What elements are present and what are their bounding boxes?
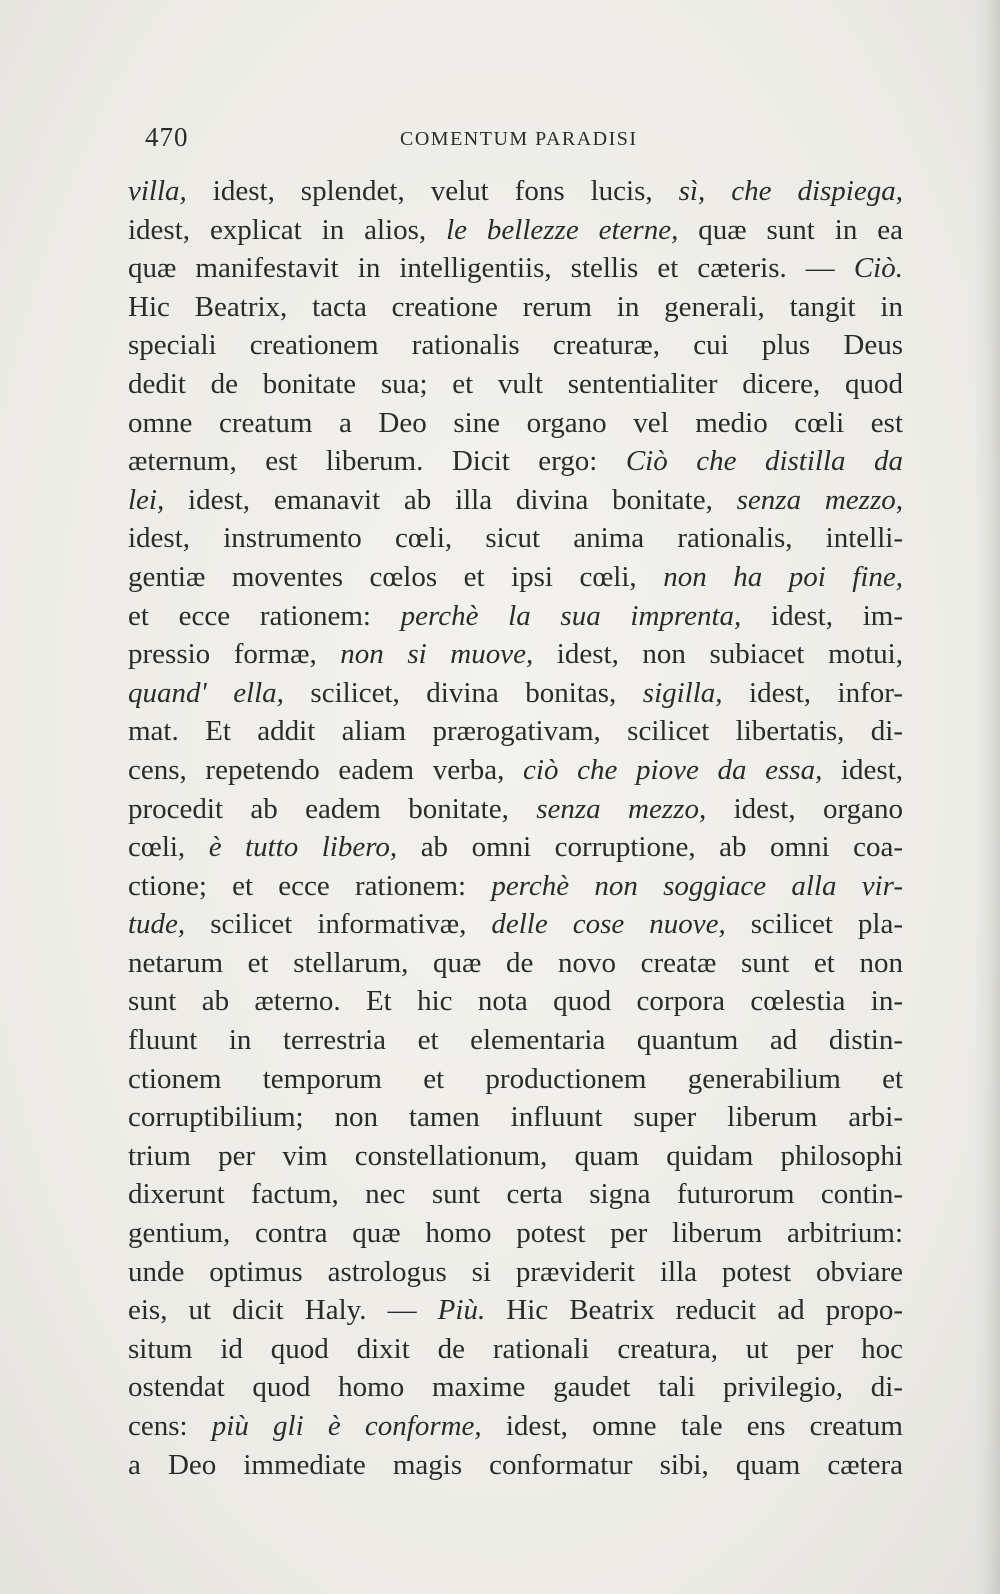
text-line: cens, repetendo eadem verba, ciò che piove da essa, idest, [128,753,903,786]
text-line: ctione; et ecce rationem: perchè non soggiace alla vir- [128,869,903,902]
text-line: gentium, contra quæ homo potest per liberum arbitrium: [128,1217,903,1250]
text-line: eis, ut dicit Haly. — Più. Hic Beatrix reducit ad propo- [128,1294,903,1327]
text-line: gentiæ moventes cœlos et ipsi cœli, non ha poi fine, [128,560,903,593]
text-line: trium per vim constellationum, quam quidam philosophi [128,1139,903,1172]
text-line: dedit de bonitate sua; et vult sententialiter dicere, quod [128,367,903,400]
text-line: fluunt in terrestria et elementaria quantum ad distin- [128,1024,903,1057]
text-line: situm id quod dixit de rationali creatura, ut per hoc [128,1332,903,1365]
text-line: a Deo immediate magis conformatur sibi, quam cætera [128,1448,903,1481]
text-line: æternum, est liberum. Dicit ergo: Ciò che distilla da [128,445,903,478]
text-line: unde optimus astrologus si præviderit illa potest obviare [128,1255,903,1288]
page-edge-shadow [974,0,1000,1594]
text-line: villa, idest, splendet, velut fons lucis, sì, che dispiega, [128,175,903,207]
page-number: 470 [145,122,189,152]
text-line: idest, instrumento cœli, sicut anima rationalis, intelli- [128,522,903,555]
text-line: procedit ab eadem bonitate, senza mezzo, idest, organo [128,792,903,825]
text-line: idest, explicat in alios, le bellezze eterne, quæ sunt in ea [128,213,903,246]
text-line: tude, scilicet informativæ, delle cose nuove, scilicet pla- [128,908,903,941]
text-line: mat. Et addit aliam prærogativam, scilicet libertatis, di- [128,715,903,748]
text-line: sunt ab æterno. Et hic nota quod corpora cœlestia in- [128,985,903,1018]
text-line: corruptibilium; non tamen influunt super liberum arbi- [128,1101,903,1134]
text-line: ostendat quod homo maxime gaudet tali privilegio, di- [128,1371,903,1404]
text-line: quand' ella, scilicet, divina bonitas, sigilla, idest, infor- [128,676,903,709]
text-line: et ecce rationem: perchè la sua imprenta, idest, im- [128,599,903,632]
text-line: cens: più gli è conforme, idest, omne tale ens creatum [128,1410,903,1442]
text-line: netarum et stellarum, quæ de novo creatæ sunt et non [128,946,903,979]
text-line: lei, idest, emanavit ab illa divina bonitate, senza mezzo, [128,483,903,516]
text-line: speciali creationem rationalis creaturæ, cui plus Deus [128,329,903,362]
text-line: pressio formæ, non si muove, idest, non subiacet motui, [128,638,903,671]
body-text [128,172,903,1484]
running-head: COMENTUM PARADISI [400,128,638,150]
text-line: omne creatum a Deo sine organo vel medio cœli est [128,406,903,439]
text-line: quæ manifestavit in intelligentiis, stellis et cæteris. — Ciò. [128,252,903,285]
text-line: Hic Beatrix, tacta creatione rerum in generali, tangit in [128,290,903,323]
page-header [145,122,905,162]
text-line: ctionem temporum et productionem generabilium et [128,1062,903,1095]
text-line: cœli, è tutto libero, ab omni corruptione, ab omni coa- [128,831,903,864]
text-line: dixerunt factum, nec sunt certa signa futurorum contin- [128,1178,903,1211]
